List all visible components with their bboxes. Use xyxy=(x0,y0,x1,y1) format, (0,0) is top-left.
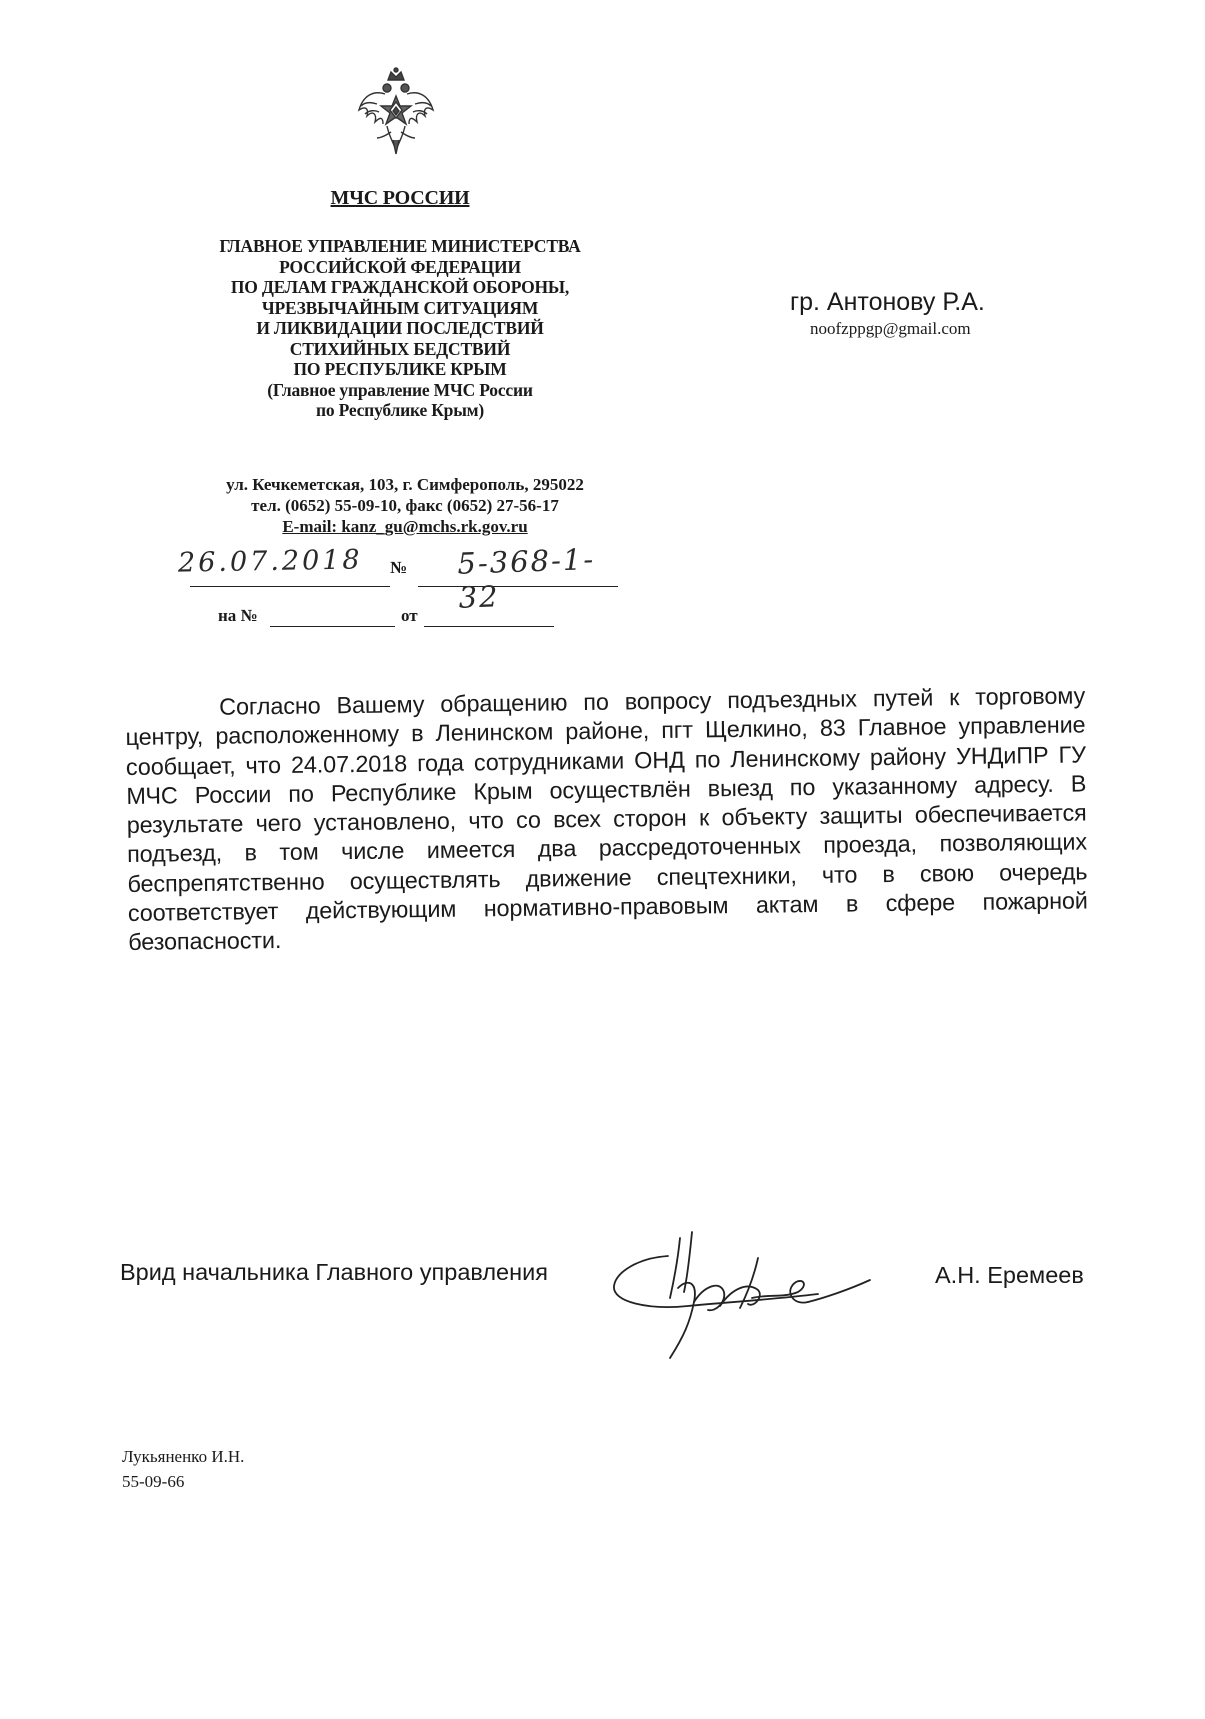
org-line: ГЛАВНОЕ УПРАВЛЕНИЕ МИНИСТЕРСТВА xyxy=(219,236,581,256)
executor-phone: 55-09-66 xyxy=(122,1472,185,1491)
reference-date-label: от xyxy=(401,606,418,625)
org-line: ЧРЕЗВЫЧАЙНЫМ СИТУАЦИЯМ xyxy=(261,297,539,318)
phone-fax: тел. (0652) 55-09-10, факс (0652) 27-56-17 xyxy=(251,496,559,515)
org-line: по Республике Крым) xyxy=(315,400,485,420)
registration-date: 26.07.2018 xyxy=(177,544,363,579)
reference-row xyxy=(218,604,658,634)
addressee-name: гр. Антонову Р.А. xyxy=(790,288,985,316)
registration-row xyxy=(177,542,650,615)
registration-date-field xyxy=(177,544,390,587)
letterhead xyxy=(170,186,630,421)
addressee-email: noofzppgp@gmail.com xyxy=(810,319,971,338)
org-line: И ЛИКВИДАЦИИ ПОСЛЕДСТВИЙ xyxy=(256,318,544,338)
org-line: СТИХИЙНЫХ БЕДСТВИЙ xyxy=(289,338,511,359)
agency-title: МЧС РОССИИ xyxy=(330,187,470,209)
letter-body: Согласно Вашему обращению по вопросу подъездных путей к торговому центру, расположенному в Ленинском районе, пгт Щелкино, 83 Главное управление сообщает, что 24.07.2018 года сотрудниками ОНД по Ленинскому району УНДиПР ГУ МЧС России по Республике Крым осуществлён выезд по указанному адресу. В результате чего установлено, что со всех сторон к объекту защиты обеспечивается подъезд, в том числе имеется два рассредоточенных проезда, позволяющих беспрепятственно осуществлять движение спецтехники, что в свою очередь соответствует действующим нормативно-правовым актам в сфере пожарной безопасности. xyxy=(125,682,1088,956)
registration-number-label: № xyxy=(390,558,408,577)
org-line: ПО РЕСПУБЛИКЕ КРЫМ xyxy=(293,359,507,379)
org-line: РОССИЙСКОЙ ФЕДЕРАЦИИ xyxy=(279,256,521,277)
addressee-block xyxy=(790,287,1090,339)
registration-number: 5-368-1-32 xyxy=(456,542,596,615)
mchs-emblem-icon xyxy=(355,66,437,158)
contact-block xyxy=(160,474,650,537)
reference-number-label: на № xyxy=(218,606,258,625)
signatory-name: А.Н. Еремеев xyxy=(935,1262,1084,1288)
executor-block xyxy=(122,1444,244,1494)
office-email: E-mail: kanz_gu@mchs.rk.gov.ru xyxy=(282,517,528,536)
reference-number-blank xyxy=(270,604,395,627)
signatory-position: Врид начальника Главного управления xyxy=(120,1259,548,1285)
org-line: (Главное управление МЧС России xyxy=(267,379,533,400)
registration-number-field xyxy=(418,542,618,615)
postal-address: ул. Кечкеметская, 103, г. Симферополь, 295022 xyxy=(226,475,584,494)
executor-name: Лукьяненко И.Н. xyxy=(122,1447,245,1466)
org-line: ПО ДЕЛАМ ГРАЖДАНСКОЙ ОБОРОНЫ, xyxy=(230,277,570,297)
reference-date-blank xyxy=(424,604,554,627)
handwritten-signature xyxy=(608,1228,888,1368)
